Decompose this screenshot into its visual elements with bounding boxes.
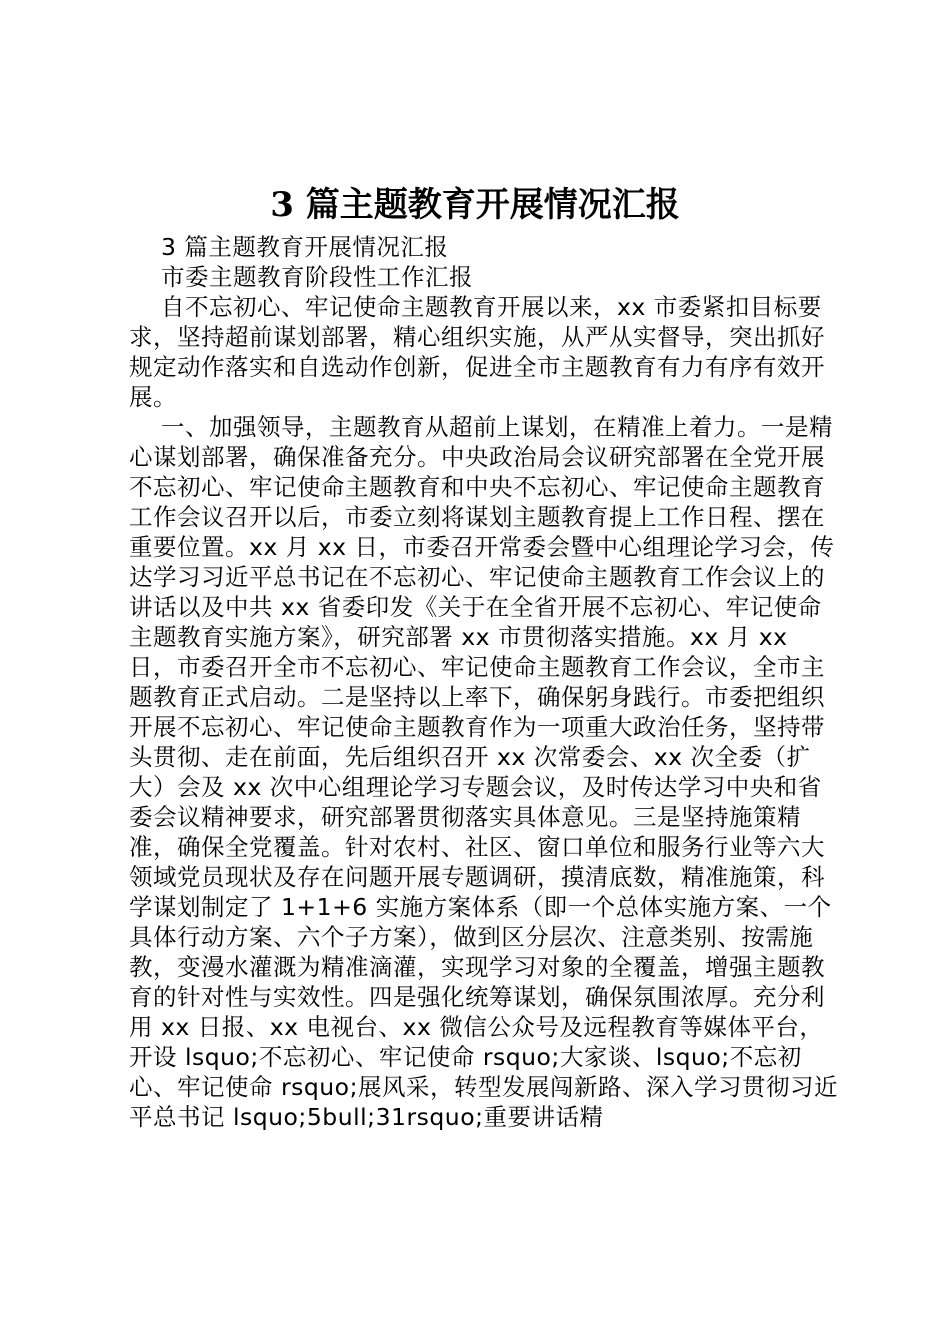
document-title: 3 篇主题教育开展情况汇报 (270, 185, 680, 225)
document-body (129, 232, 839, 1132)
paragraph-intro: 自不忘初心、牢记使命主题教育开展以来，xx 市委紧扣目标要求，坚持超前谋划部署，精心组织实施，从严从实督导，突出抓好规定动作落实和自选动作创新，促进全市主题教育有力有序有效开展。 (129, 293, 825, 411)
paragraph-heading: 3 篇主题教育开展情况汇报 (161, 233, 449, 261)
paragraph-subheading: 市委主题教育阶段性工作汇报 (161, 263, 473, 291)
paragraph-section-one: 一、加强领导，主题教育从超前上谋划，在精准上着力。一是精心谋划部署，确保准备充分。中央政治局会议研究部署在全党开展不忘初心、牢记使命主题教育和中央不忘初心、牢记使命主题教育工作会议召开以后，市委立刻将谋划主题教育提上工作日程、摆在重要位置。xx 月 xx 日，市委召开常委会暨中心组理论学习会，传达学习习近平总书记在不忘初心、牢记使命主题教育工作会议上的讲话以及中共 xx 省委印发《关于在全省开展不忘初心、牢记使命主题教育实施方案》，研究部署 xx 市贯彻落实措施。xx 月 xx 日，市委召开全市不忘初心、牢记使命主题教育工作会议，全市主题教育正式启动。二是坚持以上率下，确保躬身践行。市委把组织开展不忘初心、牢记使命主题教育作为一项重大政治任务，坚持带头贯彻、走在前面，先后组织召开 xx 次常委会、xx 次全委（扩大）会及 xx 次中心组理论学习专题会议，及时传达学习中央和省委会议精神要求，研究部署贯彻落实具体意见。三是坚持施策精准，确保全党覆盖。针对农村、社区、窗口单位和服务行业等六大领域党员现状及存在问题开展专题调研，摸清底数，精准施策，科学谋划制定了 1+1+6 实施方案体系（即一个总体实施方案、一个具体行动方案、六个子方案），做到区分层次、注意类别、按需施教，变漫水灌溉为精准滴灌，实现学习对象的全覆盖，增强主题教育的针对性与实效性。四是强化统筹谋划，确保氛围浓厚。充分利用 xx 日报、xx 电视台、xx 微信公众号及远程教育等媒体平台，开设 lsquo;不忘初心、牢记使命 rsquo;大家谈、lsquo;不忘初心、牢记使命 rsquo;展风采，转型发展闯新路、深入学习贯彻习近平总书记 lsquo;5bull;31rsquo;重要讲话精 (129, 413, 838, 1131)
